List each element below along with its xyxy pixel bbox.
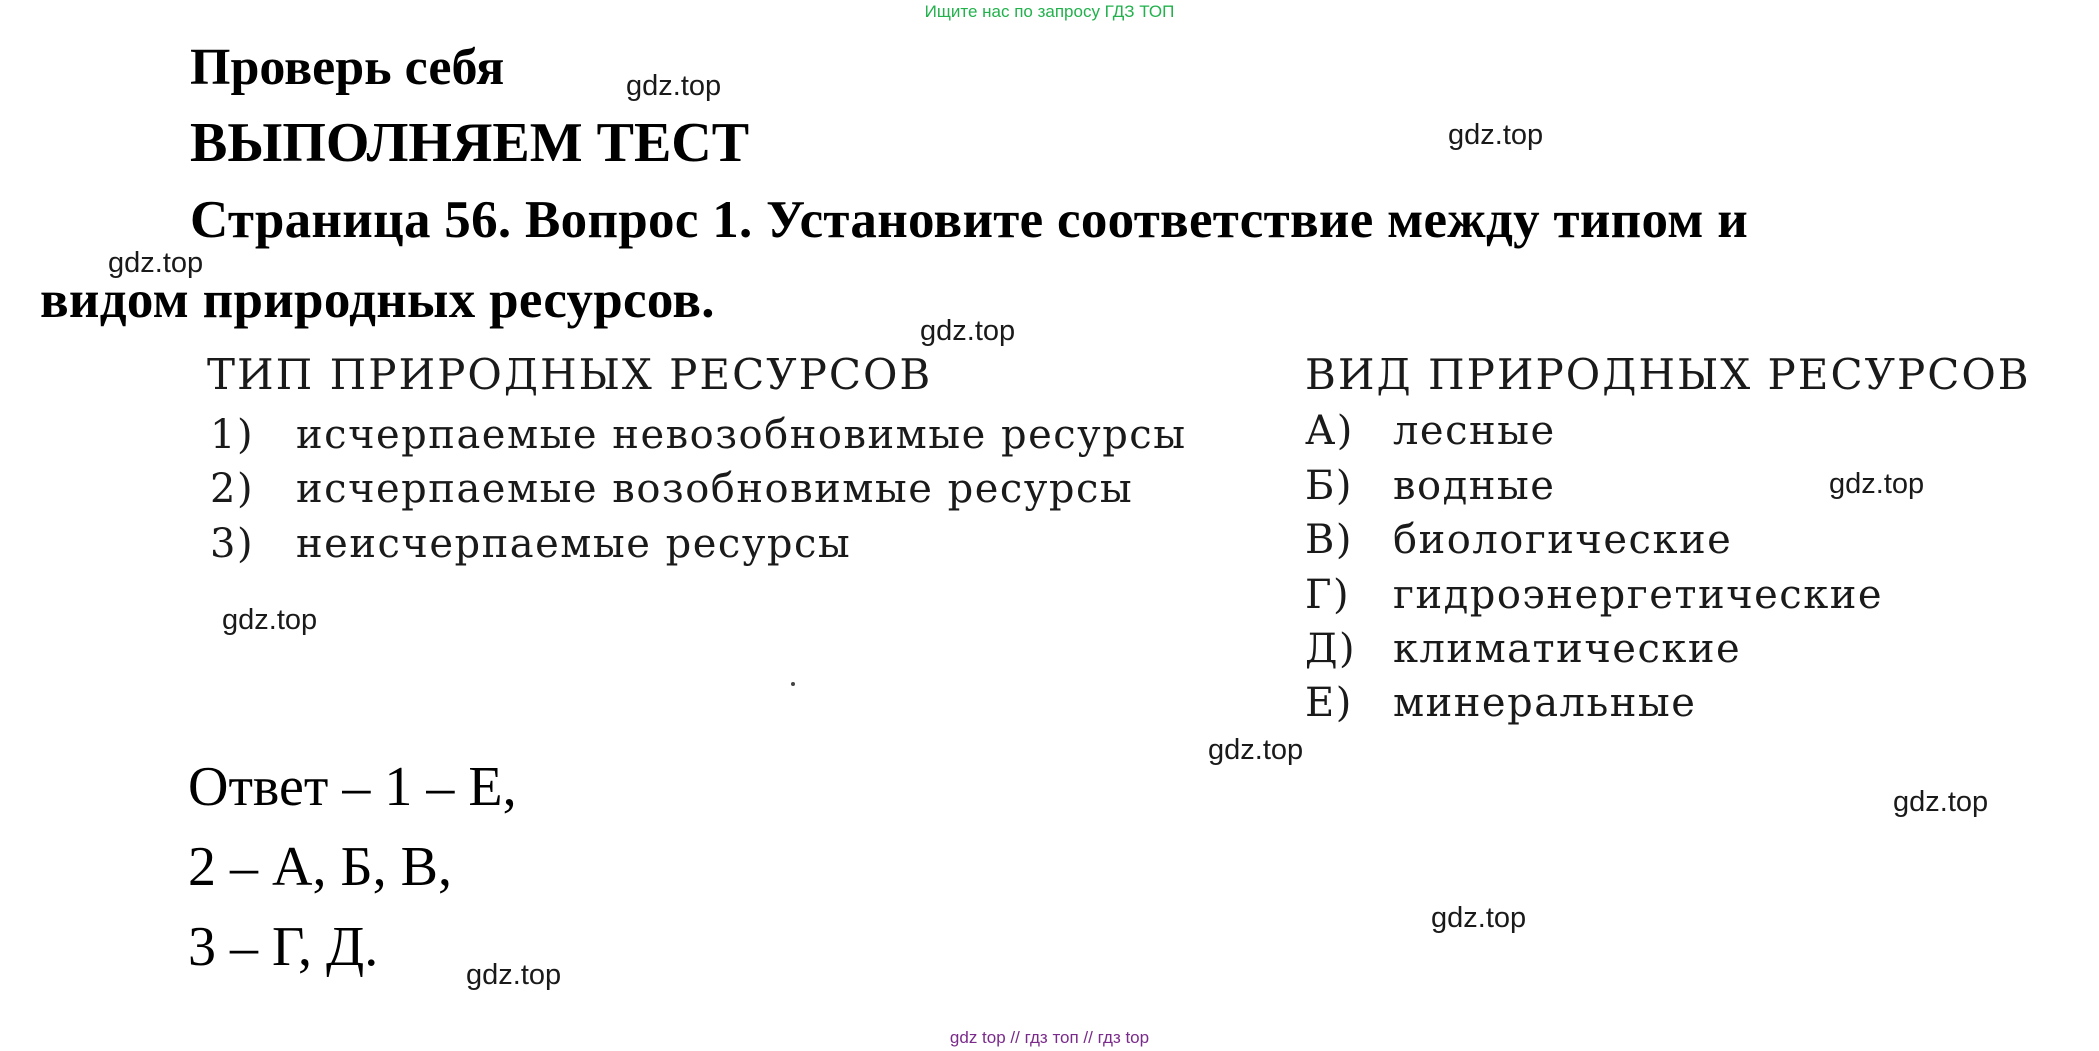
item-text: минеральные <box>1393 680 1697 726</box>
watermark: gdz.top <box>1829 468 1925 500</box>
item-letter: В) <box>1305 517 1353 563</box>
list-item <box>210 466 1133 512</box>
answer-line-2: 2 – А, Б, В, <box>188 836 452 898</box>
watermark: gdz.top <box>108 247 204 279</box>
item-text: лесные <box>1393 408 1556 454</box>
watermark: gdz.top <box>222 604 318 636</box>
item-letter: Е) <box>1305 680 1353 726</box>
item-text: биологические <box>1393 517 1733 563</box>
item-number: 2) <box>210 466 255 512</box>
test-title: ВЫПОЛНЯЕМ ТЕСТ <box>190 112 750 174</box>
item-letter: Д) <box>1305 626 1357 672</box>
item-text: исчерпаемые невозобновимые ресурсы <box>296 412 1187 458</box>
question-line-2: видом природных ресурсов. <box>40 271 715 329</box>
watermark: gdz.top <box>1448 119 1544 151</box>
item-text: исчерпаемые возобновимые ресурсы <box>296 466 1134 512</box>
item-text: гидроэнергетические <box>1393 572 1884 618</box>
watermark: gdz.top <box>1208 734 1304 766</box>
list-item <box>210 412 1187 458</box>
item-text: водные <box>1393 463 1556 509</box>
question-line-1: Страница 56. Вопрос 1. Установите соответствие между типом и <box>190 191 1749 249</box>
list-item <box>210 521 851 567</box>
top-banner: Ищите нас по запросу ГДЗ ТОП <box>924 2 1175 21</box>
item-number: 3) <box>210 521 255 567</box>
watermark: gdz.top <box>920 315 1016 347</box>
footer-links: gdz top // гдз топ // гдз top <box>949 1028 1150 1047</box>
answer-line-1: Ответ – 1 – Е, <box>188 756 517 818</box>
item-text: климатические <box>1393 626 1742 672</box>
watermark: gdz.top <box>1893 786 1989 818</box>
list-item <box>1305 680 1696 726</box>
item-letter: А) <box>1305 408 1354 454</box>
item-letter: Г) <box>1305 572 1351 618</box>
resource-kinds-header: ВИД ПРИРОДНЫХ РЕСУРСОВ <box>1305 350 2031 399</box>
watermark: gdz.top <box>466 959 562 991</box>
list-item <box>1305 408 1556 454</box>
watermark: gdz.top <box>626 70 722 102</box>
list-item <box>1305 572 1883 618</box>
list-item <box>1305 463 1555 509</box>
list-item <box>1305 626 1741 672</box>
item-text: неисчерпаемые ресурсы <box>296 521 852 567</box>
resource-types-header: ТИП ПРИРОДНЫХ РЕСУРСОВ <box>207 350 933 399</box>
scan-speck <box>791 682 795 686</box>
list-item <box>1305 517 1732 563</box>
watermark: gdz.top <box>1431 902 1527 934</box>
item-letter: Б) <box>1305 463 1353 509</box>
item-number: 1) <box>210 412 255 458</box>
check-yourself-heading: Проверь себя <box>190 39 505 96</box>
answer-line-3: 3 – Г, Д. <box>188 916 379 978</box>
